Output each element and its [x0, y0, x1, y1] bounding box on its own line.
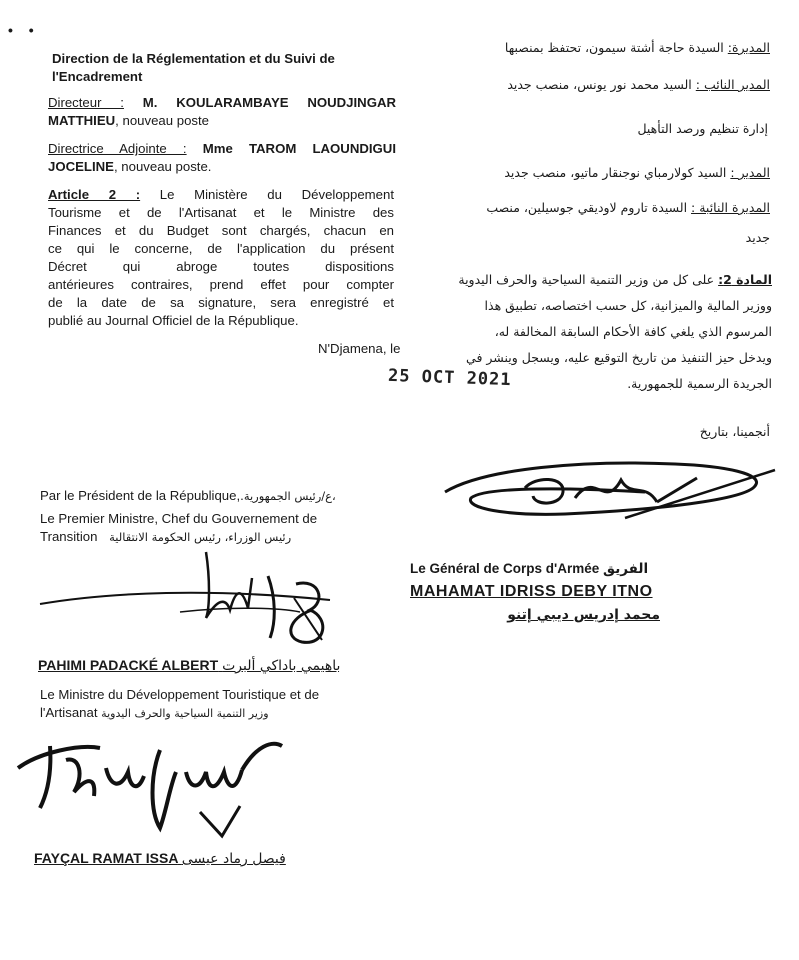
fr-adjointe-name-1: Mme TAROM LAOUNDIGUI	[202, 141, 396, 156]
fr-adjointe-label: Directrice Adjointe :	[48, 141, 187, 156]
fr-direction-title: Direction de la Réglementation et du Suivi de l'Encadrement	[52, 51, 335, 84]
ar-directrice-line	[440, 40, 770, 55]
ar-deputy-line	[430, 77, 770, 92]
president-rank-fr: Le Général de Corps d'Armée	[410, 561, 600, 576]
ar-article-line: ويدخل حيز التنفيذ من تاريخ التوقيع عليه، ويسجل وينشر في	[466, 350, 772, 365]
fr-article-line: antérieures contraires, prend effet pour compter	[48, 277, 394, 292]
ar-director-line	[420, 165, 770, 180]
fr-directeur-name-1: M. KOULARAMBAYE NOUDJINGAR	[142, 95, 396, 110]
min-name: FAYÇAL RAMAT ISSA	[34, 850, 178, 866]
pm-title-line-2	[40, 528, 400, 546]
fr-article-line: Le Ministère du Développement	[159, 187, 394, 202]
fr-article-label: Article 2 :	[48, 187, 141, 202]
president-name-ar: محمد إدريس ديبي إتنو	[507, 607, 660, 623]
pm-name: PAHIMI PADACKÉ ALBERT	[38, 657, 219, 673]
ar-deputy2-label: المديرة النائبة :	[691, 200, 770, 215]
min-title-fr-1: Le Ministre du Développement Touristique et de	[40, 687, 320, 702]
president-name: MAHAMAT IDRISS DEBY ITNO	[410, 583, 653, 600]
fr-article-line: Finances et du Budget sont chargés, chacun en	[48, 223, 394, 238]
fr-article-line: ce qui le concerne, de l'application du présent	[48, 241, 394, 256]
ar-director-text: السيد كولارمباي نوجنقار ماتيو، منصب جديد	[504, 165, 727, 180]
ar-deputy2-line	[398, 200, 770, 215]
ar-deputy2-text: السيدة تاروم لاوديقي جوسيلين، منصب	[486, 200, 688, 215]
fr-directeur-block	[48, 94, 396, 130]
pm-by-ar: ع/رئيس الجمهورية،	[243, 489, 336, 503]
ar-article-2	[400, 267, 772, 397]
fr-place: N'Djamena, le	[318, 341, 401, 356]
ar-director-label: المدير :	[730, 165, 770, 180]
min-name-ar: فيصل رماد عيسى	[181, 851, 286, 867]
ar-article-line: ووزير المالية والميزانية، كل حسب اختصاصه، تطبيق هذا	[484, 298, 772, 313]
pm-title-fr-2: Transition	[40, 529, 98, 544]
ar-deputy2-line-2: جديد	[745, 230, 770, 245]
fr-article-line: Décret qui abroge toutes dispositions	[48, 259, 394, 274]
ar-article-line: على كل من وزير التنمية السياحية والحرف اليدوية	[458, 272, 715, 287]
fr-adjointe-name-2: JOCELINE	[48, 159, 114, 174]
fr-article-2	[48, 186, 394, 330]
pm-signature	[30, 548, 350, 658]
ar-deputy-text: السيد محمد نور يونس، منصب جديد	[507, 77, 692, 92]
pm-by-line	[40, 487, 400, 505]
fr-article-line: Tourisme et de l'Artisanat et le Ministre des	[48, 205, 394, 220]
president-signature	[425, 448, 785, 530]
pm-by-fr: Par le Président de la République,.	[40, 488, 244, 503]
ar-directrice-text: السيدة حاجة أشتة سيمون، تحتفظ بمنصبها	[504, 40, 724, 55]
fr-directeur-note: , nouveau poste	[115, 113, 210, 128]
ar-directrice-label: المديرة:	[727, 40, 770, 55]
fr-article-line: de la date de sa signature, sera enregistré et	[48, 295, 394, 310]
minister-signature	[10, 716, 300, 840]
date-stamp: 25 OCT 2021	[387, 365, 512, 391]
ar-article-line: المرسوم الذي يلغي كافة الأحكام السابقة المخالفة له،	[494, 324, 772, 339]
min-title-ar: وزير التنمية السياحية والحرف اليدوية	[101, 707, 269, 720]
ar-place: أنجمينا، بتاريخ	[699, 424, 770, 439]
pm-title-ar: رئيس الوزراء، رئيس الحكومة الانتقالية	[109, 530, 292, 544]
pm-name-line	[38, 657, 368, 674]
president-rank-ar: الفريق	[603, 561, 649, 577]
fr-adjointe-note: , nouveau poste.	[113, 159, 212, 174]
ar-direction-title: إدارة تنظيم ورصد التأهيل	[637, 121, 768, 136]
top-marks: • •	[8, 22, 40, 38]
fr-article-line: publié au Journal Officiel de la République.	[48, 313, 299, 328]
min-title-fr-2: l'Artisanat	[40, 705, 98, 720]
president-rank	[410, 561, 690, 577]
min-name-line	[34, 850, 334, 867]
ar-deputy-label: المدير النائب :	[695, 77, 770, 92]
pm-name-ar: باهيمي باداكي ألبرت	[222, 658, 341, 674]
fr-directeur-label: Directeur :	[48, 95, 124, 110]
pm-title-fr-1: Le Premier Ministre, Chef du Gouvernement de	[40, 511, 318, 526]
fr-adjointe-block	[48, 140, 396, 176]
ar-article-label: المادة 2:	[718, 272, 772, 287]
fr-directeur-name-2: MATTHIEU	[48, 113, 116, 128]
ar-article-line: الجريدة الرسمية للجمهورية.	[627, 376, 772, 391]
